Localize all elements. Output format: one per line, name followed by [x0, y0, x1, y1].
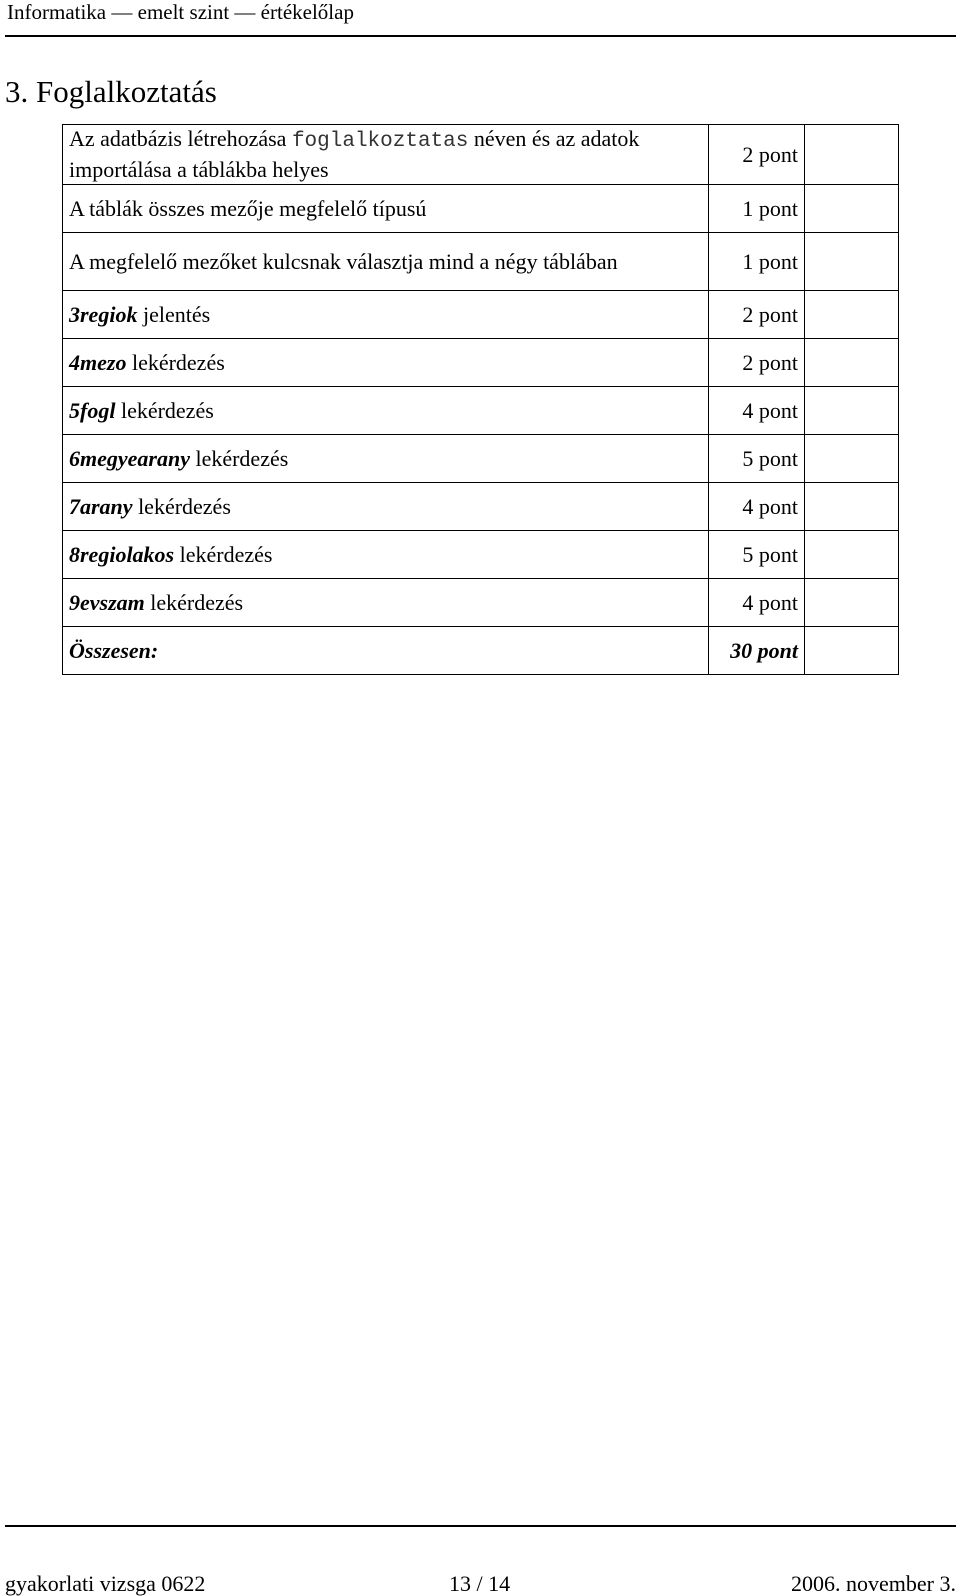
table-row	[63, 387, 899, 435]
row-description: 7arany lekérdezés	[63, 483, 709, 531]
score-cell	[805, 233, 899, 291]
score-cell	[805, 579, 899, 627]
database-name: foglalkoztatas	[291, 130, 469, 153]
object-name: 4mezo	[69, 349, 127, 375]
row-points: 4 pont	[709, 387, 805, 435]
score-cell	[805, 185, 899, 233]
table-row	[63, 531, 899, 579]
row-points: 2 pont	[709, 291, 805, 339]
header-text: Informatika — emelt szint — értékelőlap	[7, 0, 354, 24]
scoring-table	[62, 124, 899, 675]
row-description: Az adatbázis létrehozása foglalkoztatas néven és az adatok importálása a táblákba helyes	[63, 125, 709, 185]
row-description: 6megyearany lekérdezés	[63, 435, 709, 483]
row-points: 2 pont	[709, 125, 805, 185]
page-footer	[5, 1525, 956, 1596]
row-points: 5 pont	[709, 435, 805, 483]
table-row	[63, 435, 899, 483]
score-cell	[805, 627, 899, 675]
table-row	[63, 185, 899, 233]
section-title: 3. Foglalkoztatás	[5, 74, 217, 109]
row-description: 8regiolakos lekérdezés	[63, 531, 709, 579]
row-points: 1 pont	[709, 233, 805, 291]
total-points: 30 pont	[709, 627, 805, 675]
score-cell	[805, 339, 899, 387]
object-name: 5fogl	[69, 397, 116, 423]
footer-date: 2006. november 3.	[791, 1571, 956, 1596]
row-description: 9evszam lekérdezés	[63, 579, 709, 627]
row-description: 5fogl lekérdezés	[63, 387, 709, 435]
row-points: 4 pont	[709, 483, 805, 531]
score-cell	[805, 483, 899, 531]
table-row	[63, 483, 899, 531]
footer-exam-code: gyakorlati vizsga 0622	[5, 1571, 206, 1596]
score-cell	[805, 291, 899, 339]
table-row	[63, 291, 899, 339]
object-name: 6megyearany	[69, 445, 190, 471]
table-row	[63, 233, 899, 291]
page-header	[5, 0, 956, 37]
score-cell	[805, 125, 899, 185]
row-description: A táblák összes mezője megfelelő típusú	[63, 185, 709, 233]
row-description: A megfelelő mezőket kulcsnak választja mind a négy táblában	[63, 233, 709, 291]
row-description: 3regiok jelentés	[63, 291, 709, 339]
table-row	[63, 125, 899, 185]
object-name: 7arany	[69, 493, 133, 519]
footer-page-number: 13 / 14	[449, 1571, 511, 1596]
table-row	[63, 339, 899, 387]
row-points: 1 pont	[709, 185, 805, 233]
row-points: 2 pont	[709, 339, 805, 387]
total-label: Összesen:	[63, 627, 709, 675]
object-name: 3regiok	[69, 301, 138, 327]
object-name: 9evszam	[69, 589, 145, 615]
total-row	[63, 627, 899, 675]
score-cell	[805, 435, 899, 483]
score-cell	[805, 387, 899, 435]
row-description: 4mezo lekérdezés	[63, 339, 709, 387]
score-cell	[805, 531, 899, 579]
table-row	[63, 579, 899, 627]
row-points: 5 pont	[709, 531, 805, 579]
row-points: 4 pont	[709, 579, 805, 627]
object-name: 8regiolakos	[69, 541, 175, 567]
